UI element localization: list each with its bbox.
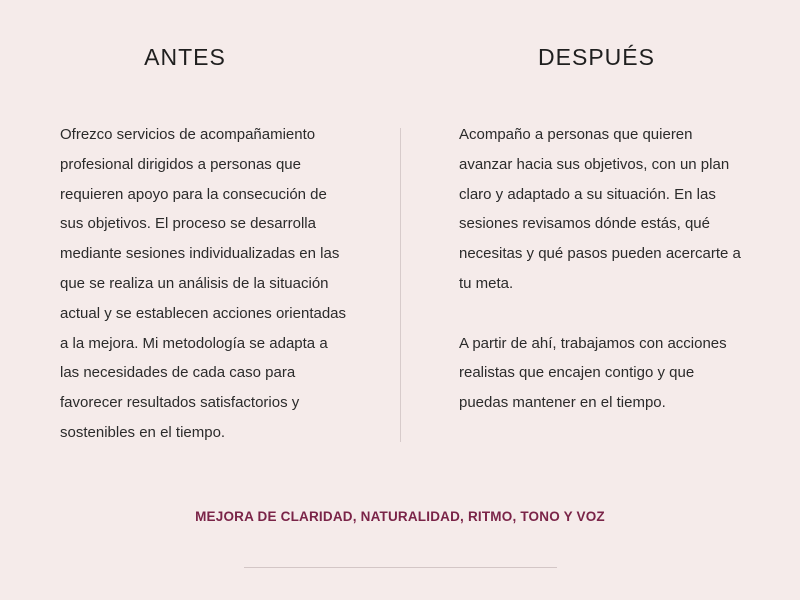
- after-title: DESPUÉS: [538, 44, 655, 70]
- footer-caption: MEJORA DE CLARIDAD, NATURALIDAD, RITMO, TONO Y VOZ: [195, 509, 605, 524]
- column-divider: [400, 128, 401, 442]
- bottom-divider: [244, 567, 557, 568]
- before-title: ANTES: [144, 44, 226, 70]
- after-text-column: [459, 120, 744, 418]
- before-paragraph-1: Ofrezco servicios de acompañamiento profesional dirigidos a personas que requieren apoyo para la consecución de sus objetivos. El proceso se desarrolla mediante sesiones individualizadas en las que se realiza un análisis de la situación actual y se establecen acciones orientadas a la mejora. Mi metodología se adapta a las necesidades de cada caso para favorecer resultados satisfactorios y sostenibles en el tiempo.: [60, 126, 347, 441]
- before-text-column: [60, 120, 350, 448]
- after-paragraph-2: A partir de ahí, trabajamos con acciones realistas que encajen contigo y que puedas mantener en el tiempo.: [459, 334, 727, 412]
- after-paragraph-1: Acompaño a personas que quieren avanzar hacia sus objetivos, con un plan claro y adaptado a su situación. En las sesiones revisamos dónde estás, qué necesitas y qué pasos pueden acercarte a tu meta.: [459, 126, 741, 292]
